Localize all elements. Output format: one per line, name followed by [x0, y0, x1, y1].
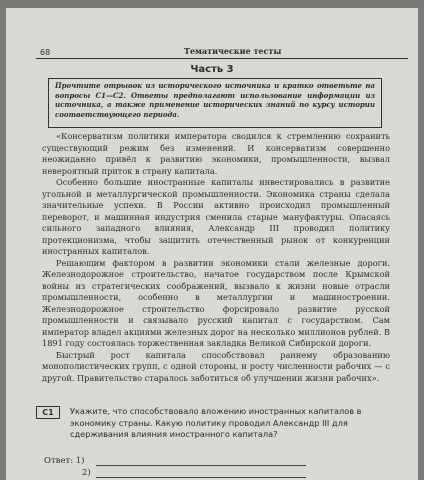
source-paragraph: Особенно большие иностранные капиталы инвестировались в развитие угольной и металлургической промышленности. Экономика страны сделала значительные успехи. В России активно происходил промышленный переворот, и машинная индустрия сменила старые мануфактуры. Опасаясь сильного западного влияния, Александр III проводил политику протекционизма, чтобы защитить отечественный рынок от конкуренции иностранных капиталов. — [42, 177, 390, 256]
question-label: С1 — [36, 406, 60, 419]
part-title: Часть 3 — [190, 64, 234, 75]
source-text — [42, 131, 390, 384]
page-header-title: Тематические тесты — [184, 46, 282, 56]
source-paragraph: «Консерватизм политики императора сводился к стремлению сохранить существующий режим без изменений. И консерватизм совершенно неожиданно привёл к развитию экономики, промышленности, вызвал невероятный приток в страну капитала. — [42, 131, 390, 176]
page-number: 68 — [40, 48, 51, 57]
source-paragraph: Быстрый рост капитала способствовал раннему образованию монополистических групп, с одной стороны, и росту численности рабочих — с другой. Правительство старалось заботиться об улучшении жизни рабочих». — [42, 349, 390, 383]
source-paragraph: Решающим фактором в развитии экономики стали железные дороги. Железнодорожное строительство, начатое государством после Крымской войны из стратегических соображений, вызвало к жизни новые отрасли промышленности, особенно в металлургии и машиностроении. Железнодорожное строительство форсировало развитие русской промышленности и связывало русский капитал с государством. Сам император владел акциями железных дорог на несколько миллионов рублей. В 1891 году состоялась торжественная закладка Великой Сибирской дороги. — [42, 257, 390, 348]
answer-line-2[interactable] — [96, 477, 306, 478]
answer-block — [44, 456, 91, 480]
page-header — [36, 44, 408, 59]
answer-item-2: 2) — [82, 468, 91, 478]
answer-prefix: Ответ: — [44, 456, 74, 466]
answer-line-1[interactable] — [96, 465, 306, 466]
answer-item-1: 1) — [75, 456, 85, 466]
textbook-page — [6, 8, 418, 480]
instructions-box: Прочтите отрывок из исторического источника и кратко ответьте на вопросы С1—С2. Ответы предполагают использование информации из источника, а также применение исторических знаний по курсу истории соответствующего периода. — [48, 78, 382, 128]
question-text: Укажите, что способствовало вложению иностранных капиталов в экономику страны. Какую политику проводил Александр III для сдерживания влияния иностранного капитала? — [70, 406, 362, 439]
